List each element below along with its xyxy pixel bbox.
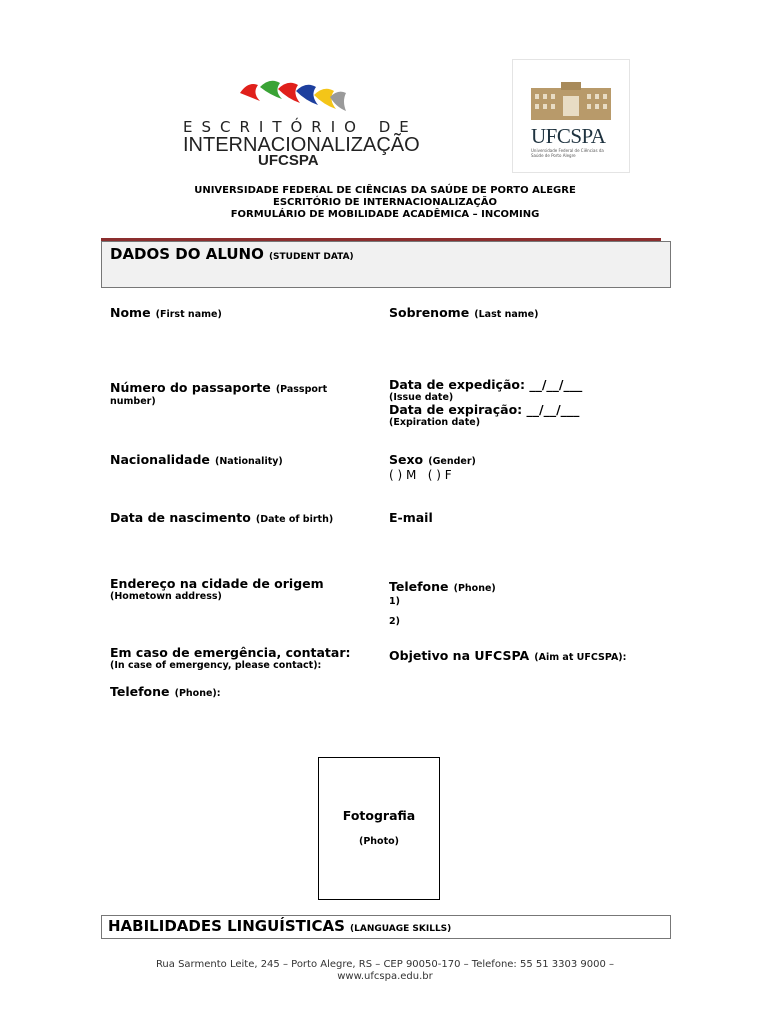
emergency-phone-label: Telefone xyxy=(110,684,170,699)
gender-label: Sexo xyxy=(389,452,424,467)
student-data-section-header xyxy=(101,241,671,288)
footer-address: Rua Sarmento Leite, 245 – Porto Alegre, RS – CEP 90050-170 – Telefone: 55 51 3303 9000 – xyxy=(155,959,615,970)
photo-label: Fotografia xyxy=(342,808,416,823)
skills-subtitle: (LANGUAGE SKILLS) xyxy=(350,924,452,934)
hometown-label: Endereço na cidade de origem xyxy=(110,576,324,591)
dob-field[interactable] xyxy=(110,507,333,526)
flags-logo-icon xyxy=(238,75,348,115)
gender-hint: (Gender) xyxy=(428,456,476,467)
email-field[interactable] xyxy=(389,507,433,526)
passport-hint-2: number) xyxy=(110,396,156,407)
emergency-phone-hint: (Phone): xyxy=(174,688,221,699)
ufcspa-logo-tagline: Universidade Federal de Ciências da Saúde de Porto Alegre xyxy=(531,148,604,158)
office-logo-line1: ESCRITÓRIO DE xyxy=(183,118,418,136)
passport-label: Número do passaporte xyxy=(110,380,271,395)
first-name-field[interactable] xyxy=(110,302,222,321)
last-name-field[interactable] xyxy=(389,302,538,321)
issue-date-field[interactable] xyxy=(389,377,582,403)
photo-box[interactable] xyxy=(318,757,440,900)
form-header xyxy=(0,185,770,221)
expiration-date-label: Data de expiração: __/__/___ xyxy=(389,402,580,417)
nationality-hint: (Nationality) xyxy=(214,456,283,467)
emergency-field[interactable] xyxy=(110,645,351,671)
first-name-label: Nome xyxy=(110,305,151,320)
expiration-date-field[interactable] xyxy=(389,402,579,428)
nationality-label: Nacionalidade xyxy=(110,452,210,467)
office-logo-line2: INTERNACIONALIZAÇÃO xyxy=(183,134,420,156)
passport-hint: (Passport xyxy=(275,384,328,395)
photo-hint: (Photo) xyxy=(358,836,399,847)
last-name-label: Sobrenome xyxy=(389,305,470,320)
first-name-hint: (First name) xyxy=(155,309,222,320)
office-logo-line3: UFCSPA xyxy=(258,152,319,169)
phone-line-1: 1) xyxy=(389,596,400,607)
emergency-label: Em caso de emergência, contatar: xyxy=(110,645,351,660)
ufcspa-logo-text: UFCSPA xyxy=(531,124,606,148)
phone-field[interactable] xyxy=(389,576,496,627)
dob-label: Data de nascimento xyxy=(110,510,251,525)
expiration-date-hint: (Expiration date) xyxy=(389,417,481,428)
phone-label: Telefone xyxy=(389,579,449,594)
nationality-field[interactable] xyxy=(110,449,283,468)
header-line1: UNIVERSIDADE FEDERAL DE CIÊNCIAS DA SAÚDE DE PORTO ALEGRE xyxy=(194,185,576,196)
gender-options[interactable]: ( ) M ( ) F xyxy=(389,468,452,482)
section-subtitle: (STUDENT DATA) xyxy=(268,252,354,262)
phone-hint: (Phone) xyxy=(453,583,496,594)
aim-field[interactable] xyxy=(389,645,626,664)
aim-label: Objetivo na UFCSPA xyxy=(389,648,530,663)
skills-title: HABILIDADES LINGUÍSTICAS xyxy=(108,917,345,935)
email-label: E-mail xyxy=(389,510,433,525)
hometown-hint: (Hometown address) xyxy=(110,591,222,602)
gender-field[interactable] xyxy=(389,449,476,482)
aim-hint: (Aim at UFCSPA): xyxy=(534,652,627,663)
emergency-phone-field[interactable] xyxy=(110,681,221,700)
issue-date-hint: (Issue date) xyxy=(389,392,454,403)
footer xyxy=(0,959,770,983)
ufcspa-logo xyxy=(512,59,630,173)
dob-hint: (Date of birth) xyxy=(255,514,334,525)
passport-field[interactable] xyxy=(110,377,370,407)
emergency-hint: (In case of emergency, please contact): xyxy=(110,660,322,671)
footer-website: www.ufcspa.edu.br xyxy=(337,971,433,982)
header-line3: FORMULÁRIO DE MOBILIDADE ACADÊMICA – INCOMING xyxy=(230,209,540,220)
phone-line-2: 2) xyxy=(389,616,400,627)
language-skills-section-header xyxy=(101,915,671,939)
header-line2: ESCRITÓRIO DE INTERNACIONALIZAÇÃO xyxy=(272,197,497,208)
section-title: DADOS DO ALUNO xyxy=(110,245,264,263)
issue-date-label: Data de expedição: __/__/___ xyxy=(389,377,583,392)
building-icon xyxy=(531,82,611,120)
last-name-hint: (Last name) xyxy=(474,309,539,320)
hometown-field[interactable] xyxy=(110,576,324,602)
